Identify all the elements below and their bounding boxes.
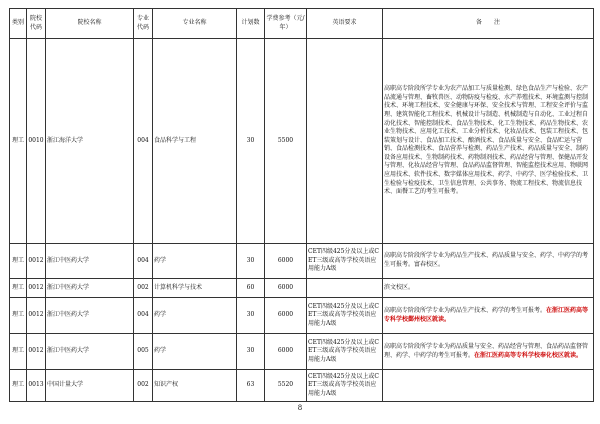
cell-quota: 60 xyxy=(237,279,265,298)
table-header-row xyxy=(10,9,594,39)
table-row xyxy=(10,334,594,370)
remarks-text: 高职高专阶段所学专业为药品质量与安全、药品经营与管理、食品药品监督管理、药学、中药学的考生可报考。 xyxy=(384,342,589,359)
header-category: 类别 xyxy=(10,9,27,39)
cell-quota: 30 xyxy=(237,39,265,244)
cell-tuition: 6000 xyxy=(265,279,307,298)
remarks-red-text: 在浙江医药高等专科学校鄞州校区就读。 xyxy=(384,306,589,323)
cell-school-name: 浙江中医药大学 xyxy=(46,298,134,334)
remarks-text: 高职高专阶段所学专业为农产品加工与质量检测、绿色食品生产与检验、农产品流通与管理、畜牧兽医、动物防疫与检疫、水产养殖技术、环境监测与控制技术、环境工程技术、安全健康与环保、安全技术与管理、工程安全评价与监理、建筑智能化工程技术、机械设计与制造、机械制造与自动化、工业过程自动化技术、智能控制技术、食品生物技术、化工生物技术、药品生物技术、农业生物技术、应用化工技术、工业分析技术、化妆品技术、包装工程技术、包装策划与设计、食品加工技术、酿酒技术、食品质量与安全、食品贮运与营销、食品检测技术、食品营养与检测、药品生产技术、药品质量与安全、制药设备应用技术、生物制药技术、药物制剂技术、药品经营与管理、保健品开发与管理、化妆品经营与管理、食品药品监督管理、智能监控技术应用、物联网应用技术、软件技术、数字媒体应用技术、药学、中药学、医学检验技术、卫生检验与检疫技术、卫生信息管理、公共事务、物流工程技术、物流信息技术、面餐工艺的考生可报考。 xyxy=(384,85,589,196)
cell-english-req: CET四级425分及以上或CET三级或高等学校英语应用能力A级 xyxy=(307,334,383,370)
cell-major-code: 002 xyxy=(134,279,153,298)
header-school-code: 院校代码 xyxy=(27,9,46,39)
cell-category: 理工 xyxy=(10,334,27,370)
header-major-name: 专业名称 xyxy=(153,9,237,39)
cell-major-code: 002 xyxy=(134,370,153,402)
cell-major-name: 知识产权 xyxy=(153,370,237,402)
table-row xyxy=(10,279,594,298)
cell-school-name: 浙江海洋大学 xyxy=(46,39,134,244)
remarks-text: 高职高专阶段所学专业为药品生产技术、药品质量与安全、药学、中药学的考生可报考。富春校区。 xyxy=(384,252,589,268)
cell-english-req: CET四级425分及以上或CET三级或高等学校英语应用能力A级 xyxy=(307,298,383,334)
cell-remarks xyxy=(383,370,594,402)
cell-tuition: 5520 xyxy=(265,370,307,402)
header-school-name: 院校名称 xyxy=(46,9,134,39)
cell-school-code: 0012 xyxy=(27,279,46,298)
cell-quota: 30 xyxy=(237,244,265,279)
cell-school-name: 浙江中医药大学 xyxy=(46,334,134,370)
cell-category: 理工 xyxy=(10,39,27,244)
cell-tuition: 6000 xyxy=(265,334,307,370)
cell-english-req: CET四级425分及以上或CET三级或高等学校英语应用能力A级 xyxy=(307,370,383,402)
remarks-red-text: 在浙江医药高等专科学校奉化校区就读。 xyxy=(474,351,583,359)
remarks-text: 高职高专阶段所学专业为药品生产技术、药学的考生可报考。 xyxy=(384,306,547,314)
cell-school-name: 浙江中医药大学 xyxy=(46,279,134,298)
cell-remarks xyxy=(383,298,594,334)
cell-category: 理工 xyxy=(10,370,27,402)
table-row xyxy=(10,244,594,279)
cell-quota: 63 xyxy=(237,370,265,402)
header-tuition: 学费参考（元/年） xyxy=(265,9,307,39)
cell-major-name: 药学 xyxy=(153,334,237,370)
header-major-code: 专业代码 xyxy=(134,9,153,39)
table-row xyxy=(10,39,594,244)
table-row xyxy=(10,370,594,402)
cell-remarks xyxy=(383,334,594,370)
cell-tuition: 6000 xyxy=(265,244,307,279)
cell-english-req: CET四级425分及以上或CET三级或高等学校英语应用能力A级 xyxy=(307,244,383,279)
page-number: 8 xyxy=(297,404,303,412)
cell-major-code: 004 xyxy=(134,244,153,279)
cell-tuition: 5500 xyxy=(265,39,307,244)
table-row xyxy=(10,298,594,334)
cell-major-name: 药学 xyxy=(153,298,237,334)
cell-school-name: 中国计量大学 xyxy=(46,370,134,402)
cell-tuition: 6000 xyxy=(265,298,307,334)
cell-school-code: 0012 xyxy=(27,334,46,370)
cell-category: 理工 xyxy=(10,298,27,334)
cell-school-code: 0012 xyxy=(27,298,46,334)
cell-major-name: 药学 xyxy=(153,244,237,279)
cell-english-req xyxy=(307,279,383,298)
cell-category: 理工 xyxy=(10,244,27,279)
cell-major-code: 004 xyxy=(134,298,153,334)
cell-quota: 30 xyxy=(237,334,265,370)
cell-major-code: 005 xyxy=(134,334,153,370)
cell-english-req xyxy=(307,39,383,244)
cell-major-code: 004 xyxy=(134,39,153,244)
admissions-table xyxy=(9,8,594,402)
header-english-req: 英语要求 xyxy=(307,9,383,39)
cell-category: 理工 xyxy=(10,279,27,298)
header-remarks: 备 注 xyxy=(383,9,594,39)
cell-major-name: 计算机科学与技术 xyxy=(153,279,237,298)
cell-remarks xyxy=(383,39,594,244)
cell-school-code: 0012 xyxy=(27,244,46,279)
cell-quota: 30 xyxy=(237,298,265,334)
header-quota: 计划数 xyxy=(237,9,265,39)
cell-remarks xyxy=(383,279,594,298)
cell-school-code: 0013 xyxy=(27,370,46,402)
cell-major-name: 食品科学与工程 xyxy=(153,39,237,244)
cell-school-name: 浙江中医药大学 xyxy=(46,244,134,279)
remarks-text: 滨文校区。 xyxy=(384,283,415,291)
cell-remarks xyxy=(383,244,594,279)
cell-school-code: 0010 xyxy=(27,39,46,244)
